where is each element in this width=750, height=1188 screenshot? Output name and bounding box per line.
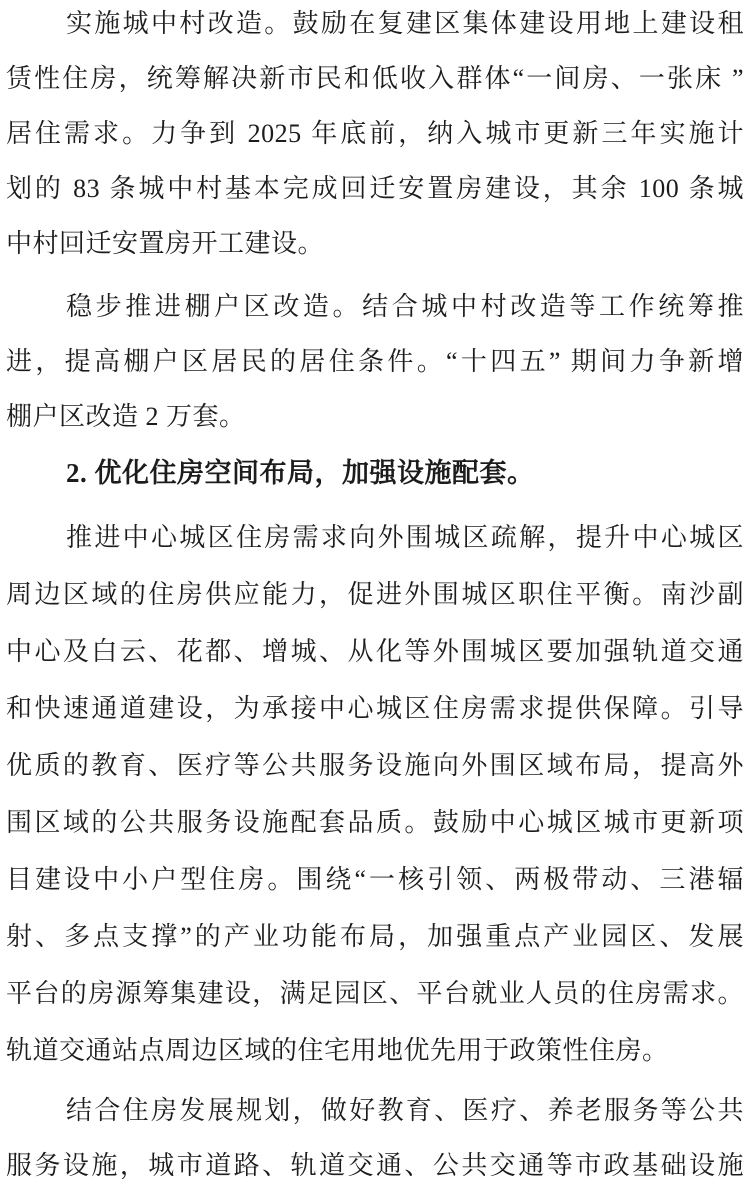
document-content [6, 0, 744, 1188]
text-line: 射、多点支撑”的产业功能布局，加强重点产业园区、发展 [6, 922, 744, 951]
text-line: 棚户区改造 2 万套。 [6, 402, 246, 431]
text-line: 和快速通道建设，为承接中心城区住房需求提供保障。引导 [6, 694, 744, 723]
paragraph-4 [6, 1083, 744, 1188]
text-line: 居住需求。力争到 2025 年底前，纳入城市更新三年实施计 [6, 119, 744, 148]
text-line: 周边区域的住房供应能力，促进外围城区职住平衡。南沙副 [6, 580, 744, 609]
paragraph-3 [6, 509, 744, 1079]
text-line: 轨道交通站点周边区域的住宅用地优先用于政策性住房。 [6, 1036, 669, 1065]
paragraph-1 [6, 0, 744, 271]
text-line: 优质的教育、医疗等公共服务设施向外围区域布局，提高外 [6, 751, 744, 780]
text-line: 结合住房发展规划，做好教育、医疗、养老服务等公共 [66, 1096, 744, 1125]
text-line: 划的 83 条城中村基本完成回迁安置房建设，其余 100 条城 [6, 174, 744, 203]
text-line: 中村回迁安置房开工建设。 [6, 229, 325, 258]
text-line: 服务设施，城市道路、轨道交通、公共交通等市政基础设施 [6, 1151, 744, 1180]
text-line: 进，提高棚户区居民的居住条件。“十四五” 期间力争新增 [6, 347, 744, 376]
text-line: 目建设中小户型住房。围绕“一核引领、两极带动、三港辐 [6, 865, 744, 894]
section-heading-text: 2. 优化住房空间布局，加强设施配套。 [66, 458, 535, 488]
text-line: 中心及白云、花都、增城、从化等外围城区要加强轨道交通 [6, 637, 744, 666]
paragraph-2 [6, 279, 744, 444]
text-line: 围区域的公共服务设施配套品质。鼓励中心城区城市更新项 [6, 808, 744, 837]
section-heading [6, 446, 744, 501]
text-line: 推进中心城区住房需求向外围城区疏解，提升中心城区 [66, 523, 744, 552]
text-line: 稳步推进棚户区改造。结合城中村改造等工作统筹推 [66, 292, 744, 321]
text-line: 实施城中村改造。鼓励在复建区集体建设用地上建设租 [66, 9, 744, 38]
text-line: 赁性住房，统筹解决新市民和低收入群体“一间房、一张床 ” [6, 64, 744, 93]
text-line: 平台的房源筹集建设，满足园区、平台就业人员的住房需求。 [6, 979, 744, 1008]
